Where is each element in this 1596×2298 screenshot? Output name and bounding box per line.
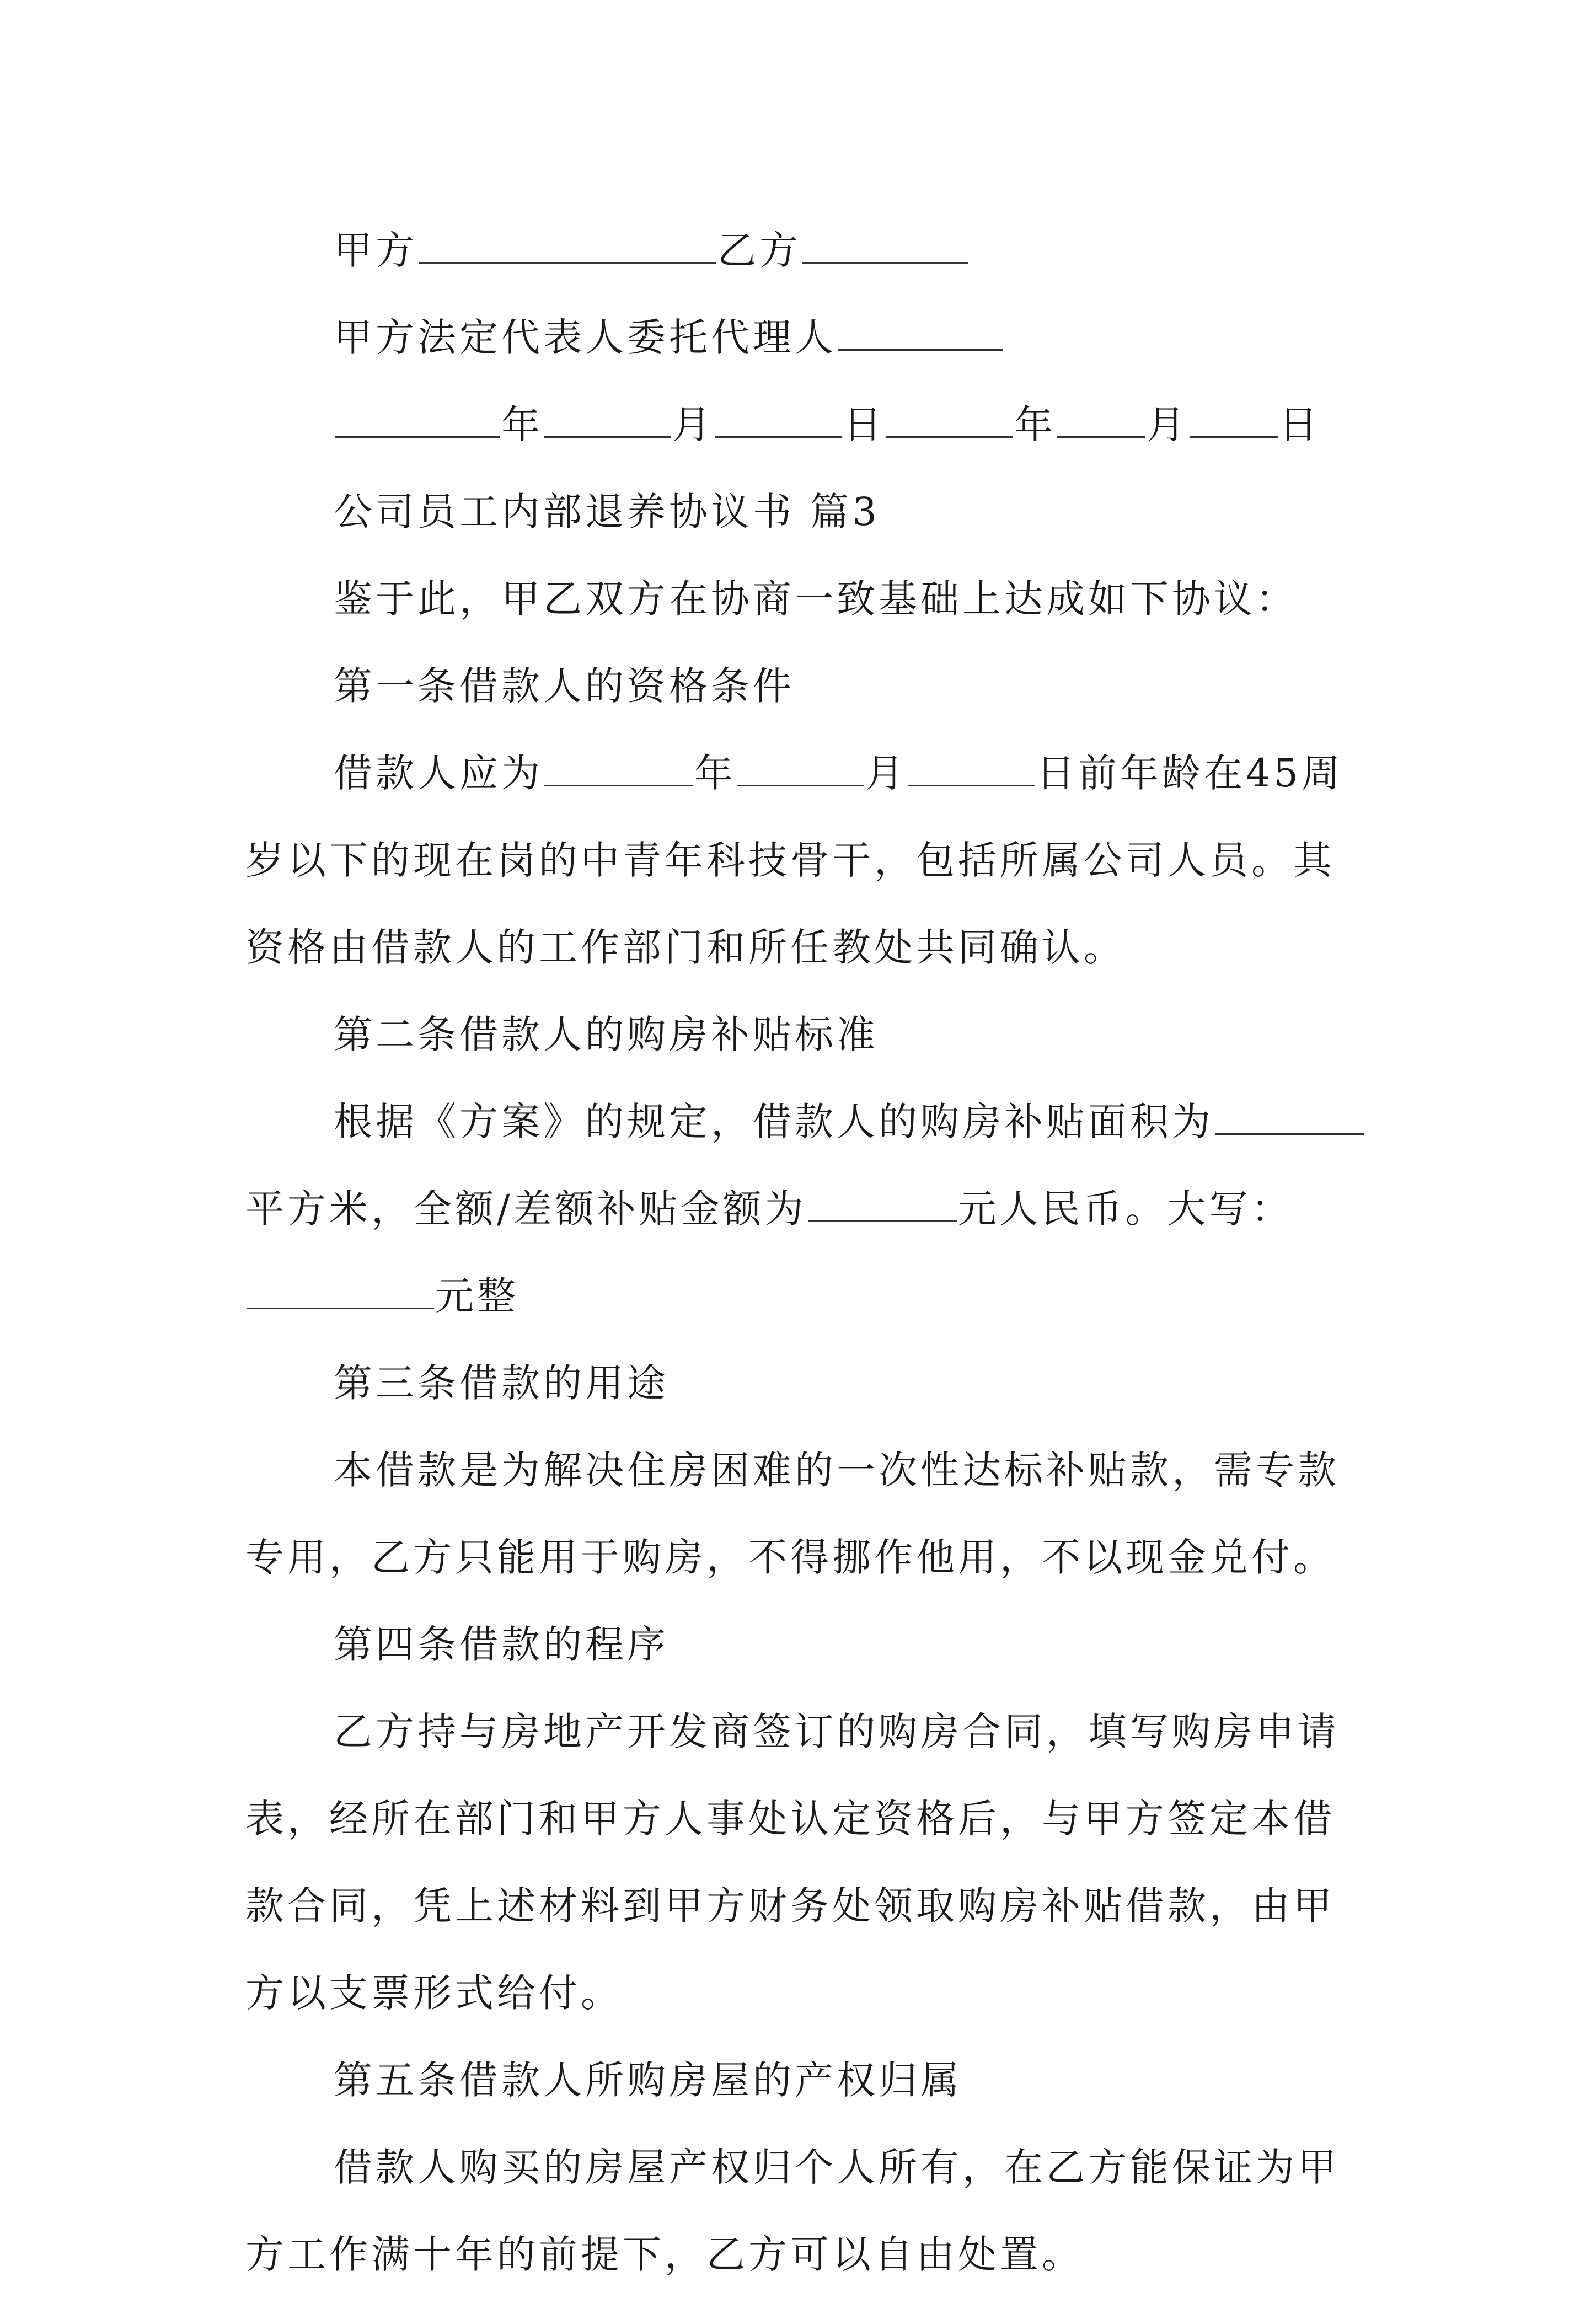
date-blank-4 <box>886 405 1013 438</box>
paragraph-line <box>245 1078 1376 1165</box>
paragraph-line: 专用，乙方只能用于购房，不得挪作他用，不以现金兑付。 <box>245 1535 1335 1580</box>
party-line <box>245 207 1376 294</box>
article-heading: 第一条借款人的资格条件 <box>334 663 795 709</box>
article-heading: 第二条借款人的购房补贴标准 <box>334 1012 879 1057</box>
date-blank-3 <box>715 405 842 438</box>
paragraph-line <box>245 730 1376 817</box>
date-line <box>245 381 1376 468</box>
paragraph-line: 资格由借款人的工作部门和所任教处共同确认。 <box>245 925 1126 970</box>
fill-blank <box>544 754 693 786</box>
date-blank-2 <box>544 405 671 438</box>
article-heading: 第四条借款的程序 <box>334 1622 669 1667</box>
party-a-blank <box>419 231 716 264</box>
text-run: 借款人应为 <box>334 751 543 796</box>
article-heading: 第三条借款的用途 <box>334 1360 669 1406</box>
party-b-label: 乙方 <box>717 228 801 273</box>
date-month-2: 月 <box>1147 402 1188 447</box>
representative-line <box>245 294 1376 381</box>
paragraph-line: 乙方持与房地产开发商签订的购房合同，填写购房申请 <box>334 1709 1340 1754</box>
paragraph-line: 本借款是为解决住房困难的一次性达标补贴款，需专款 <box>334 1448 1340 1493</box>
date-blank-5 <box>1057 405 1145 438</box>
fill-blank <box>737 754 864 786</box>
paragraph-line: 方以支票形式给付。 <box>245 1970 623 2016</box>
date-blank-6 <box>1190 405 1278 438</box>
party-b-blank <box>802 231 968 264</box>
section-title: 公司员工内部退养协议书 篇3 <box>334 489 880 534</box>
date-day-1: 日 <box>843 402 885 447</box>
date-blank-1 <box>335 405 500 438</box>
text-run: 元人民币。大写： <box>957 1186 1293 1231</box>
text-run: 年 <box>694 751 736 796</box>
text-run: 根据《方案》的规定，借款人的购房补贴面积为 <box>334 1099 1214 1144</box>
date-month-1: 月 <box>672 402 714 447</box>
representative-label: 甲方法定代表人委托代理人 <box>334 315 837 360</box>
fill-blank <box>1215 1102 1364 1135</box>
date-year-2: 年 <box>1014 402 1056 447</box>
date-day-2: 日 <box>1279 402 1321 447</box>
representative-blank <box>838 318 1003 351</box>
fill-blank <box>808 1190 957 1222</box>
text-run: 元整 <box>435 1273 519 1319</box>
paragraph-line: 款合同，凭上述材料到甲方财务处领取购房补贴借款，由甲 <box>245 1883 1335 1929</box>
paragraph-line: 借款人购买的房屋产权归个人所有，在乙方能保证为甲 <box>334 2145 1340 2190</box>
text-run: 月 <box>865 751 907 796</box>
text-run: 平方米，全额/差额补贴金额为 <box>245 1186 807 1231</box>
paragraph-line: 岁以下的现在岗的中青年科技骨干，包括所属公司人员。其 <box>245 838 1335 883</box>
paragraph-line <box>245 1165 1376 1252</box>
text-run: 日前年龄在45周 <box>1036 751 1344 796</box>
paragraph-line <box>245 1252 1376 1340</box>
date-year-1: 年 <box>501 402 543 447</box>
fill-blank <box>247 1277 434 1309</box>
document-body <box>245 207 1376 2298</box>
paragraph-line: 鉴于此，甲乙双方在协商一致基础上达成如下协议： <box>334 576 1298 622</box>
paragraph-line: 表，经所在部门和甲方人事处认定资格后，与甲方签定本借 <box>245 1796 1335 1841</box>
fill-blank <box>908 754 1035 786</box>
paragraph-line: 方工作满十年的前提下，乙方可以自由处置。 <box>245 2232 1084 2277</box>
party-a-label: 甲方 <box>334 228 417 273</box>
article-heading: 第五条借款人所购房屋的产权归属 <box>334 2058 962 2103</box>
